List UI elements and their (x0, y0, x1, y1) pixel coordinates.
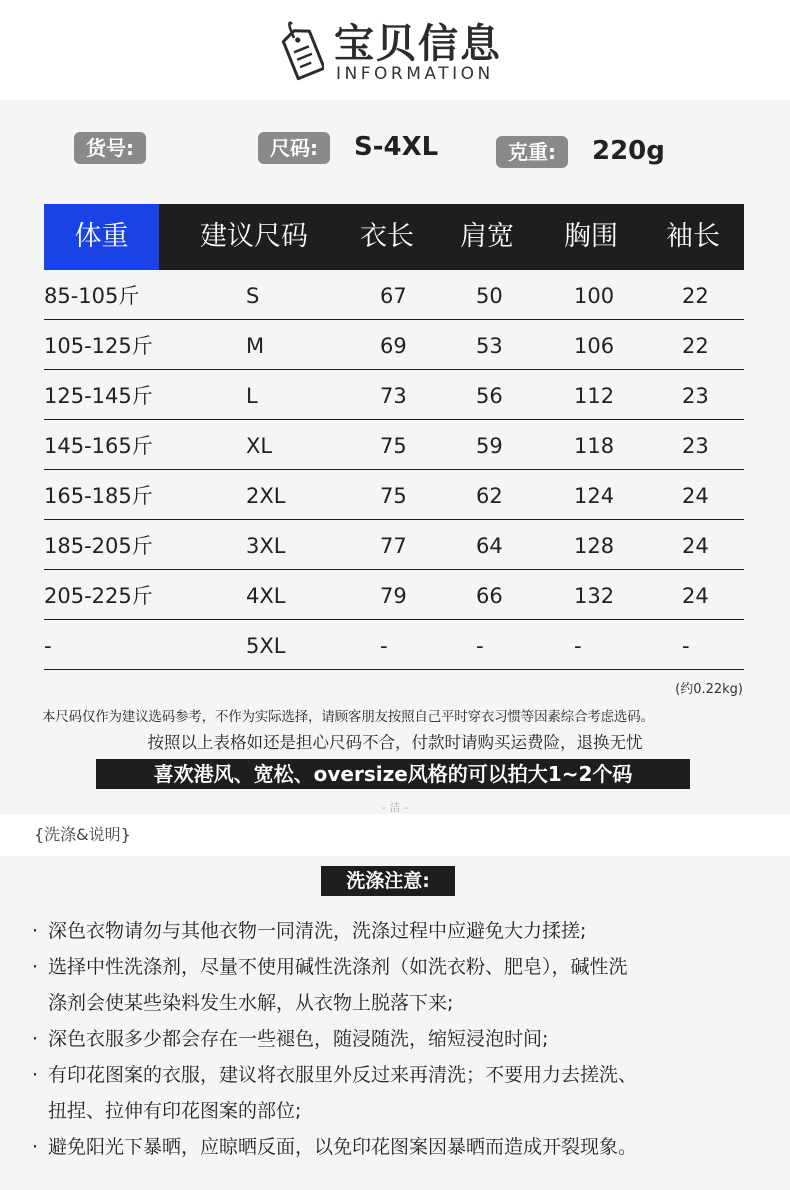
cell-length: 73 (380, 384, 407, 408)
weight-note: (约0.22kg) (675, 682, 743, 697)
cell-size: S (246, 284, 260, 308)
size-chart-table (44, 204, 744, 670)
header-shoulder: 肩宽 (460, 221, 514, 252)
page-header (0, 0, 790, 100)
cell-shoulder: 59 (476, 434, 503, 458)
wash-item: · 深色衣物请勿与其他衣物一同清洗，洗涤过程中应避免大力揉搓; (32, 914, 762, 948)
cell-weight: - (44, 634, 52, 658)
header-size: 建议尺码 (200, 221, 308, 252)
cell-shoulder: - (476, 634, 484, 658)
wash-item: · 选择中性洗涤剂，尽量不使用碱性洗涤剂（如洗衣粉、肥皂），碱性洗 (32, 950, 762, 984)
bullet: · (32, 956, 39, 978)
cell-length: 75 (380, 434, 407, 458)
wash-item: · 有印花图案的衣服，建议将衣服里外反过来再清洗；不要用力去搓洗、 (32, 1058, 762, 1092)
wash-item: · 深色衣服多少都会存在一些褪色，随浸随洗，缩短浸泡时间; (32, 1022, 762, 1056)
table-row (44, 620, 744, 670)
bullet: · (32, 1028, 39, 1050)
cell-length: 77 (380, 534, 407, 558)
header-sleeve: 袖长 (666, 221, 720, 252)
bullet: · (32, 1064, 39, 1086)
table-row (44, 420, 744, 470)
reference-note: 本尺码仅作为建议选码参考，不作为实际选择，请顾客朋友按照自己平时穿衣习惯等因素综合考虑选码。 (42, 709, 654, 725)
page-subtitle: INFORMATION (336, 64, 494, 84)
section-divider: - 洁 - (382, 801, 408, 814)
page-title: 宝贝信息 (334, 21, 502, 67)
wash-item: · 避免阳光下暴晒，应晾晒反面，以免印花图案因暴晒而造成开裂现象。 (32, 1130, 762, 1164)
cell-chest: 124 (574, 484, 615, 508)
table-row (44, 370, 744, 420)
cell-sleeve: 23 (682, 434, 709, 458)
table-row (44, 570, 744, 620)
cell-chest: 112 (574, 384, 615, 408)
cell-chest: - (574, 634, 582, 658)
header-length: 衣长 (360, 221, 414, 252)
cell-length: 79 (380, 584, 407, 608)
table-row (44, 470, 744, 520)
wash-item-continued: 扭捏、拉伸有印花图案的部位; (48, 1100, 302, 1122)
cell-length: - (380, 634, 388, 658)
cell-shoulder: 56 (476, 384, 503, 408)
cell-size: XL (246, 434, 273, 458)
cell-weight: 105-125斤 (44, 334, 153, 358)
wash-item-continued: 涤剂会使某些染料发生水解，从衣物上脱落下来; (48, 992, 454, 1014)
table-row (44, 320, 744, 370)
price-tag-icon (278, 20, 324, 82)
cell-size: 5XL (246, 634, 286, 658)
cell-weight: 205-225斤 (44, 584, 153, 608)
cell-chest: 128 (574, 534, 615, 558)
cell-size: M (246, 334, 265, 358)
cell-sleeve: 23 (682, 384, 709, 408)
cell-chest: 132 (574, 584, 615, 608)
weight-badge: 克重: (496, 136, 568, 168)
cell-chest: 106 (574, 334, 615, 358)
cell-sleeve: 24 (682, 484, 709, 508)
cell-sleeve: 24 (682, 534, 709, 558)
cell-weight: 85-105斤 (44, 284, 140, 308)
cell-shoulder: 66 (476, 584, 503, 608)
cell-length: 75 (380, 484, 407, 508)
cell-length: 69 (380, 334, 407, 358)
table-row (44, 270, 744, 320)
cell-sleeve: 24 (682, 584, 709, 608)
cell-shoulder: 62 (476, 484, 503, 508)
cell-length: 67 (380, 284, 407, 308)
header-chest: 胸围 (564, 221, 618, 252)
cell-size: L (246, 384, 258, 408)
size-badge: 尺码: (258, 132, 330, 164)
table-header (44, 204, 744, 270)
cell-sleeve: 22 (682, 284, 709, 308)
wash-section-label: {洗涤&说明} (34, 825, 131, 844)
table-row (44, 520, 744, 570)
cell-size: 3XL (246, 534, 286, 558)
bullet: · (32, 920, 39, 942)
cell-shoulder: 64 (476, 534, 503, 558)
cell-shoulder: 50 (476, 284, 503, 308)
cell-weight: 185-205斤 (44, 534, 153, 558)
header-weight: 体重 (44, 204, 159, 270)
cell-chest: 100 (574, 284, 615, 308)
style-banner: 喜欢港风、宽松、oversize风格的可以拍大1~2个码 (96, 759, 690, 789)
wash-title: 洗涤注意: (321, 866, 455, 896)
cell-sleeve: 22 (682, 334, 709, 358)
fabric-weight-value: 220g (592, 136, 665, 166)
bullet: · (32, 1136, 39, 1158)
item-no-badge: 货号: (74, 132, 146, 164)
cell-weight: 125-145斤 (44, 384, 153, 408)
table-body (44, 270, 744, 670)
cell-sleeve: - (682, 634, 690, 658)
cell-size: 2XL (246, 484, 286, 508)
size-range-value: S-4XL (354, 132, 439, 162)
exchange-note: 按照以上表格如还是担心尺码不合，付款时请购买运费险，退换无忧 (147, 733, 643, 752)
cell-shoulder: 53 (476, 334, 503, 358)
cell-size: 4XL (246, 584, 286, 608)
cell-weight: 145-165斤 (44, 434, 153, 458)
cell-chest: 118 (574, 434, 615, 458)
cell-weight: 165-185斤 (44, 484, 153, 508)
